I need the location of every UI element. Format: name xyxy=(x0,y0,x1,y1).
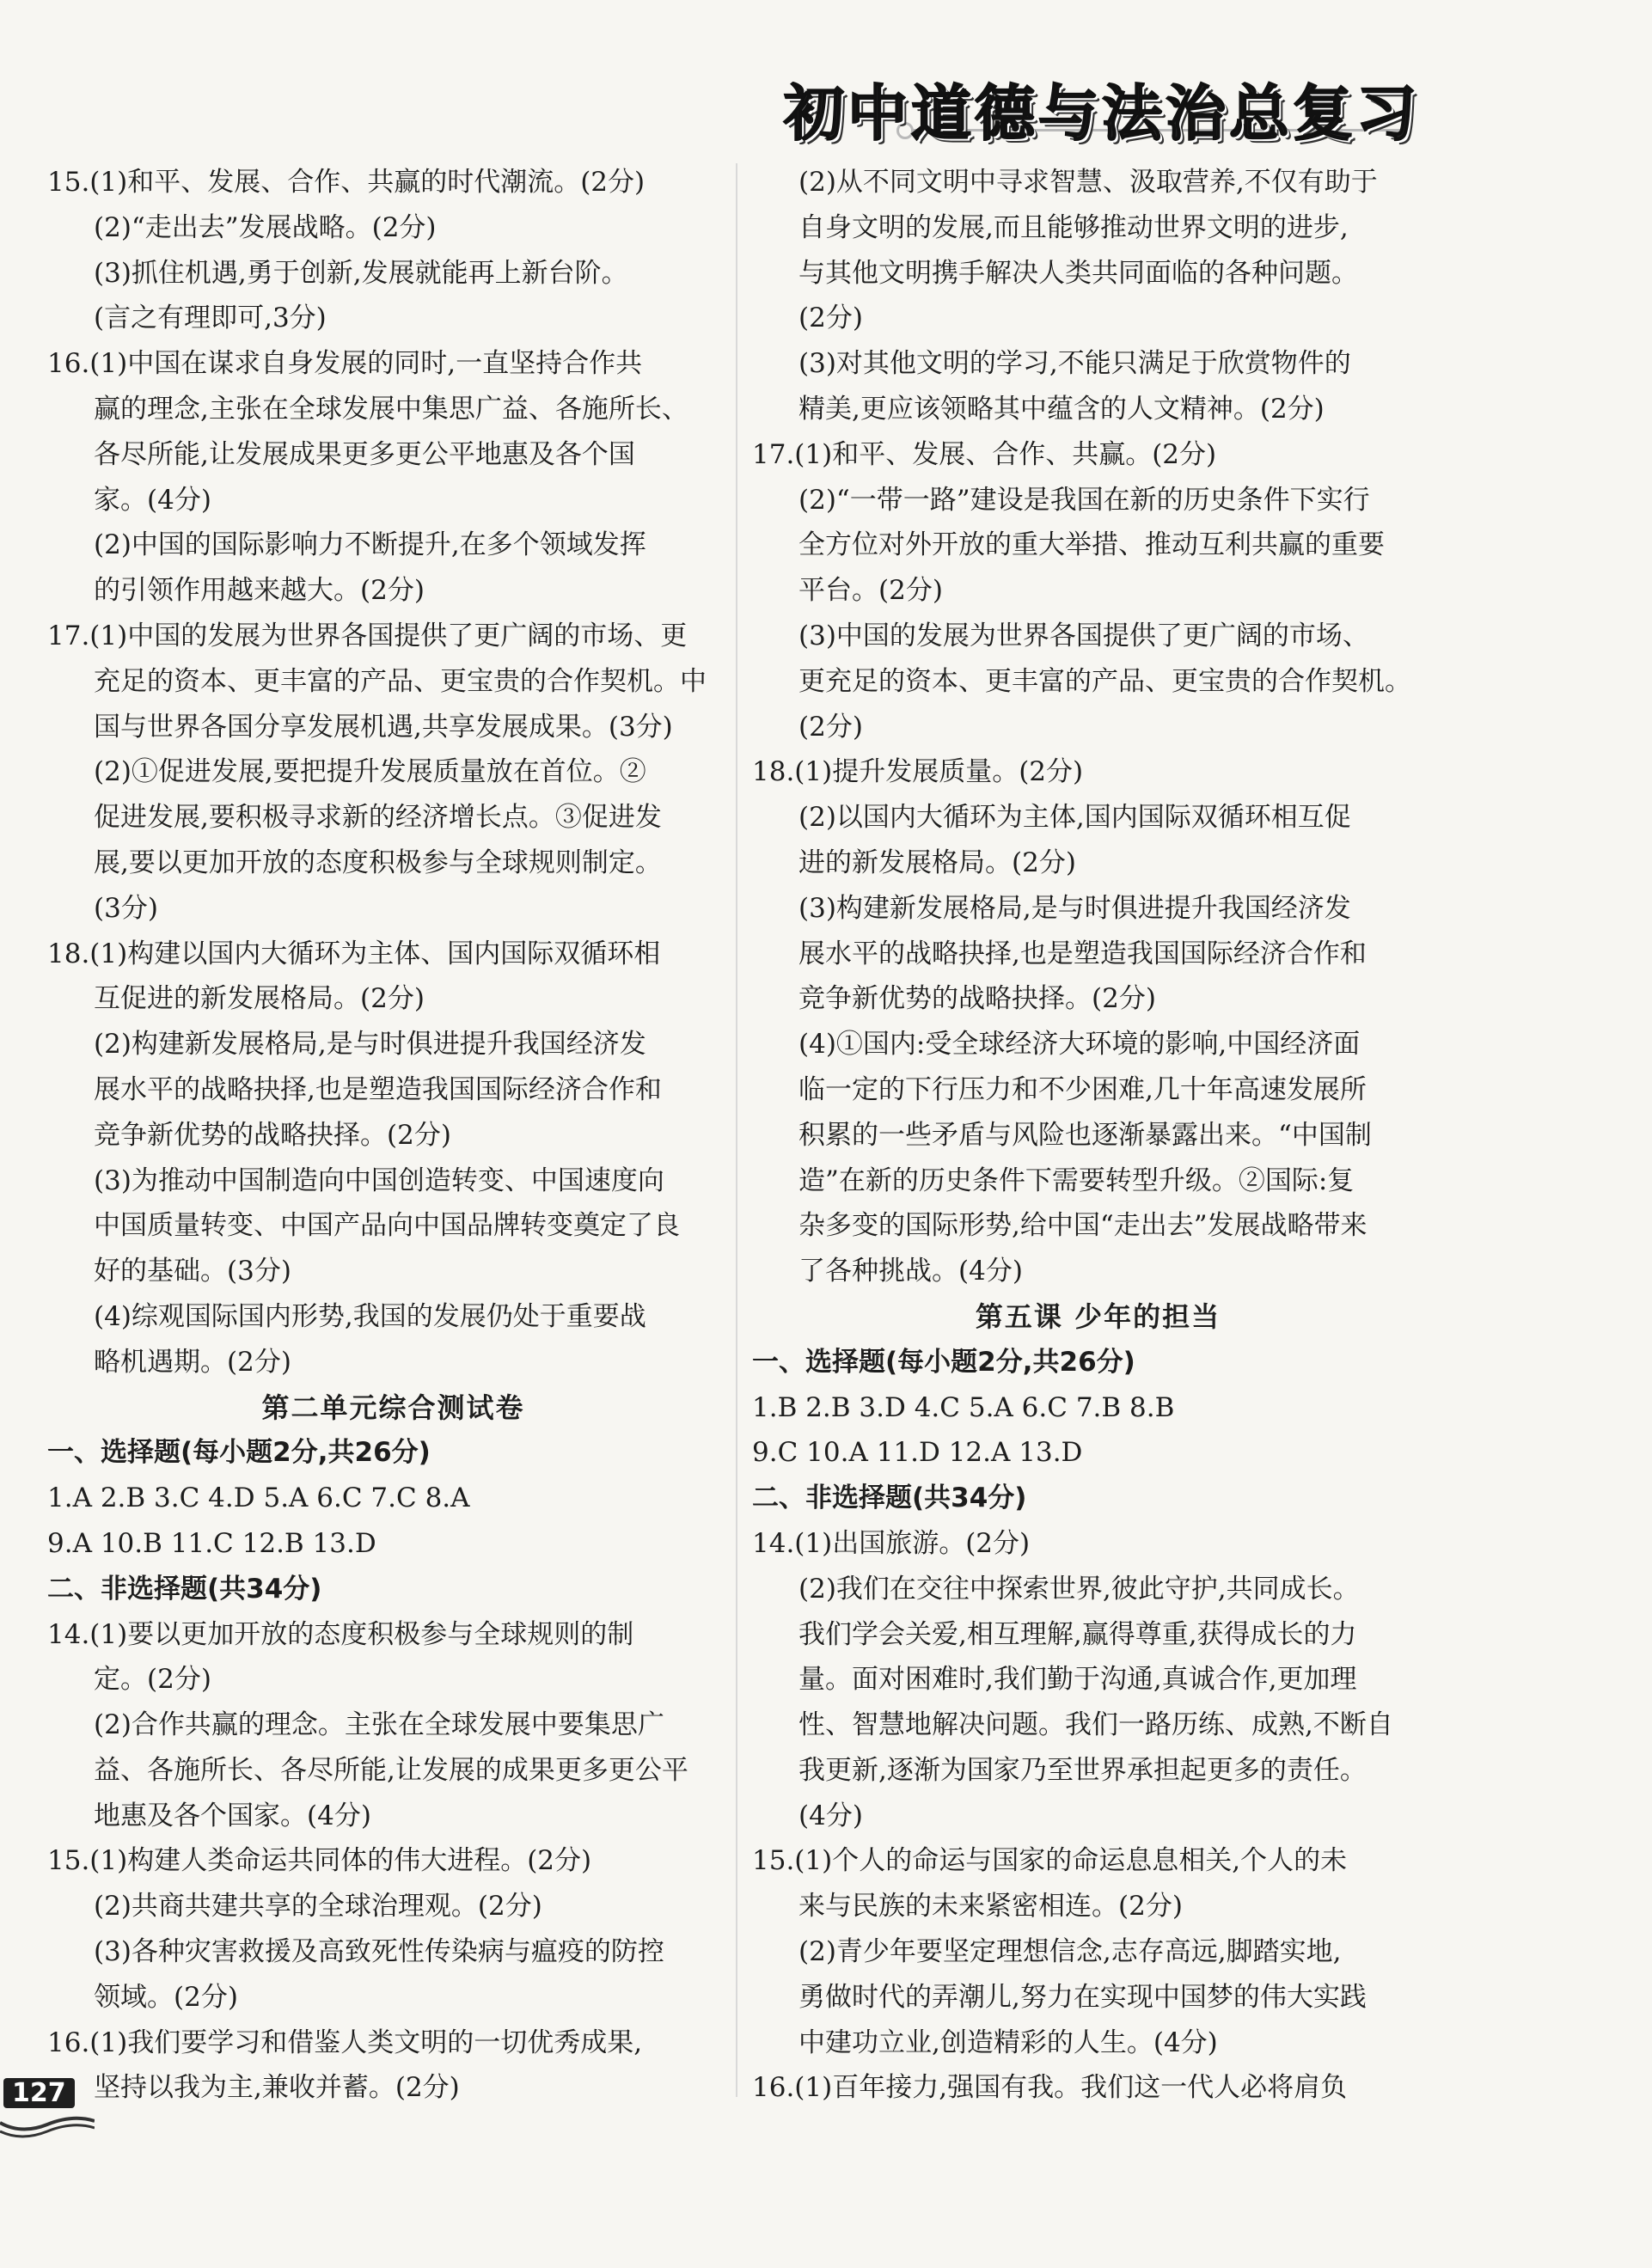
answer-line: 14.(1)要以更加开放的态度积极参与全球规则的制 xyxy=(47,1618,634,1650)
answer-line: (言之有理即可,3分) xyxy=(94,303,327,334)
answer-line: 临一定的下行压力和不少困难,几十年高速发展所 xyxy=(798,1073,1367,1105)
answer-line: (2)共商共建共享的全球治理观。(2分) xyxy=(94,1891,542,1923)
answer-line: (4分) xyxy=(798,1800,863,1831)
answer-line: 17.(1)和平、发展、合作、共赢。(2分) xyxy=(752,438,1217,470)
answer-line: (2)中国的国际影响力不断提升,在多个领域发挥 xyxy=(94,529,646,561)
answer-line: 平台。(2分) xyxy=(798,575,943,607)
answer-line: 中国质量转变、中国产品向中国品牌转变奠定了良 xyxy=(94,1210,680,1242)
section-heading: 一、选择题(每小题2分,共26分) xyxy=(47,1437,431,1469)
answer-line: 各尽所能,让发展成果更多更公平地惠及各个国 xyxy=(94,438,635,470)
answer-line: 与其他文明携手解决人类共同面临的各种问题。 xyxy=(798,257,1358,289)
answer-line: (3分) xyxy=(94,892,158,924)
answer-line: 地惠及各个国家。(4分) xyxy=(94,1800,371,1831)
answer-line: 勇做时代的弄潮儿,努力在实现中国梦的伟大实践 xyxy=(798,1981,1367,2013)
answer-line: (3)为推动中国制造向中国创造转变、中国速度向 xyxy=(94,1165,664,1196)
answer-line: 14.(1)出国旅游。(2分) xyxy=(752,1527,1031,1559)
answer-line: 的引领作用越来越大。(2分) xyxy=(94,575,425,607)
answer-line: (3)中国的发展为世界各国提供了更广阔的市场、 xyxy=(798,620,1369,651)
answer-line: (3)构建新发展格局,是与时俱进提升我国经济发 xyxy=(798,892,1351,924)
answer-line: 展水平的战略抉择,也是塑造我国国际经济合作和 xyxy=(94,1073,662,1105)
answer-line: 杂多变的国际形势,给中国“走出去”发展战略带来 xyxy=(798,1210,1367,1242)
answer-line: 竞争新优势的战略抉择。(2分) xyxy=(94,1119,451,1151)
section-heading: 二、非选择题(共34分) xyxy=(752,1482,1027,1514)
answer-line: (3)对其他文明的学习,不能只满足于欣赏物件的 xyxy=(798,348,1351,380)
answer-line: 18.(1)提升发展质量。(2分) xyxy=(752,756,1084,788)
answer-line: 定。(2分) xyxy=(94,1664,211,1696)
answer-line: 自身文明的发展,而且能够推动世界文明的进步, xyxy=(798,211,1349,243)
answer-line: 展水平的战略抉择,也是塑造我国国际经济合作和 xyxy=(798,938,1367,969)
answer-line: 15.(1)个人的命运与国家的命运息息相关,个人的未 xyxy=(752,1845,1348,1877)
answer-line: 积累的一些矛盾与风险也逐渐暴露出来。“中国制 xyxy=(798,1119,1372,1151)
left-column xyxy=(47,160,739,2111)
answer-line: (2)“走出去”发展战略。(2分) xyxy=(94,211,437,243)
answer-line: (2分) xyxy=(798,711,863,743)
answer-line: 来与民族的未来紧密相连。(2分) xyxy=(798,1891,1183,1923)
answer-line: 18.(1)构建以国内大循环为主体、国内国际双循环相 xyxy=(47,938,661,969)
answer-line: 好的基础。(3分) xyxy=(94,1256,291,1287)
choice-answers-row: 9.A 10.B 11.C 12.B 13.D xyxy=(47,1527,376,1559)
answer-line: (2)①促进发展,要把提升发展质量放在首位。② xyxy=(94,756,646,788)
right-column xyxy=(752,160,1444,2111)
book-title: 初中道德与法治总复习 xyxy=(784,78,1420,149)
answer-line: 互促进的新发展格局。(2分) xyxy=(94,983,425,1015)
answer-line: 中建功立业,创造精彩的人生。(4分) xyxy=(798,2027,1218,2058)
page-number: 127 xyxy=(3,2078,75,2108)
answer-line: (2)合作共赢的理念。主张在全球发展中要集思广 xyxy=(94,1709,664,1741)
choice-answers-row: 1.A 2.B 3.C 4.D 5.A 6.C 7.C 8.A xyxy=(47,1482,470,1514)
answer-line: 17.(1)中国的发展为世界各国提供了更广阔的市场、更 xyxy=(47,620,688,651)
page-number-wave-ornament xyxy=(0,2116,95,2142)
answer-line: 16.(1)中国在谋求自身发展的同时,一直坚持合作共 xyxy=(47,348,643,380)
answer-line: (2分) xyxy=(798,303,863,334)
answer-line: 促进发展,要积极寻求新的经济增长点。③促进发 xyxy=(94,802,662,834)
answer-line: 精美,更应该领略其中蕴含的人文精神。(2分) xyxy=(798,393,1325,425)
answer-line: 我更新,逐渐为国家乃至世界承担起更多的责任。 xyxy=(798,1754,1367,1786)
answer-line: 益、各施所长、各尽所能,让发展的成果更多更公平 xyxy=(94,1754,688,1786)
answer-line: (2)我们在交往中探索世界,彼此守护,共同成长。 xyxy=(798,1573,1360,1605)
answer-line: (2)构建新发展格局,是与时俱进提升我国经济发 xyxy=(94,1029,646,1061)
answer-line: (3)各种灾害救援及高致死性传染病与瘟疫的防控 xyxy=(94,1936,664,1968)
answer-line: 我们学会关爱,相互理解,赢得尊重,获得成长的力 xyxy=(798,1618,1357,1650)
answer-line: 量。面对困难时,我们勤于沟通,真诚合作,更加理 xyxy=(798,1664,1357,1696)
answer-line: 性、智慧地解决问题。我们一路历练、成熟,不断自 xyxy=(798,1709,1393,1741)
answer-line: (2)从不同文明中寻求智慧、汲取营养,不仅有助于 xyxy=(798,167,1378,198)
choice-answers-row: 9.C 10.A 11.D 12.A 13.D xyxy=(752,1437,1083,1469)
answer-line: (4)综观国际国内形势,我国的发展仍处于重要战 xyxy=(94,1300,646,1332)
answer-line: 略机遇期。(2分) xyxy=(94,1346,291,1378)
answer-line: 进的新发展格局。(2分) xyxy=(798,847,1076,878)
answer-line: 国与世界各国分享发展机遇,共享发展成果。(3分) xyxy=(94,711,673,743)
answer-line: 15.(1)构建人类命运共同体的伟大进程。(2分) xyxy=(47,1845,592,1877)
answer-line: 赢的理念,主张在全球发展中集思广益、各施所长、 xyxy=(94,393,688,425)
page-header xyxy=(0,0,1652,149)
lesson-heading: 第五课 少年的担当 xyxy=(975,1299,1221,1333)
answer-line: (2)青少年要坚定理想信念,志存高远,脚踏实地, xyxy=(798,1936,1342,1968)
answer-line: 家。(4分) xyxy=(94,484,211,516)
answer-line: (4)①国内:受全球经济大环境的影响,中国经济面 xyxy=(798,1029,1361,1061)
answer-line: 竞争新优势的战略抉择。(2分) xyxy=(798,983,1156,1015)
choice-answers-row: 1.B 2.B 3.D 4.C 5.A 6.C 7.B 8.B xyxy=(752,1391,1175,1423)
answer-line: 16.(1)百年接力,强国有我。我们这一代人必将肩负 xyxy=(752,2072,1348,2104)
answer-line: (3)抓住机遇,勇于创新,发展就能再上新台阶。 xyxy=(94,257,628,289)
answer-line: 了各种挑战。(4分) xyxy=(798,1256,1023,1287)
answer-line: 造”在新的历史条件下需要转型升级。②国际:复 xyxy=(798,1165,1355,1196)
answer-line: 展,要以更加开放的态度积极参与全球规则制定。 xyxy=(94,847,662,878)
answer-line: 16.(1)我们要学习和借鉴人类文明的一切优秀成果, xyxy=(47,2027,643,2058)
answer-line: 坚持以我为主,兼收并蓄。(2分) xyxy=(94,2072,460,2104)
answer-line: (2)以国内大循环为主体,国内国际双循环相互促 xyxy=(798,802,1351,834)
answer-line: 15.(1)和平、发展、合作、共赢的时代潮流。(2分) xyxy=(47,167,646,198)
unit-test-heading: 第二单元综合测试卷 xyxy=(261,1391,525,1424)
answer-line: (2)“一带一路”建设是我国在新的历史条件下实行 xyxy=(798,484,1370,516)
section-heading: 一、选择题(每小题2分,共26分) xyxy=(752,1346,1135,1378)
answer-line: 领域。(2分) xyxy=(94,1981,238,2013)
section-heading: 二、非选择题(共34分) xyxy=(47,1573,322,1605)
answer-line: 全方位对外开放的重大举措、推动互利共赢的重要 xyxy=(798,529,1385,561)
answer-line: 充足的资本、更丰富的产品、更宝贵的合作契机。中 xyxy=(94,665,707,697)
answer-line: 更充足的资本、更丰富的产品、更宝贵的合作契机。 xyxy=(798,665,1411,697)
